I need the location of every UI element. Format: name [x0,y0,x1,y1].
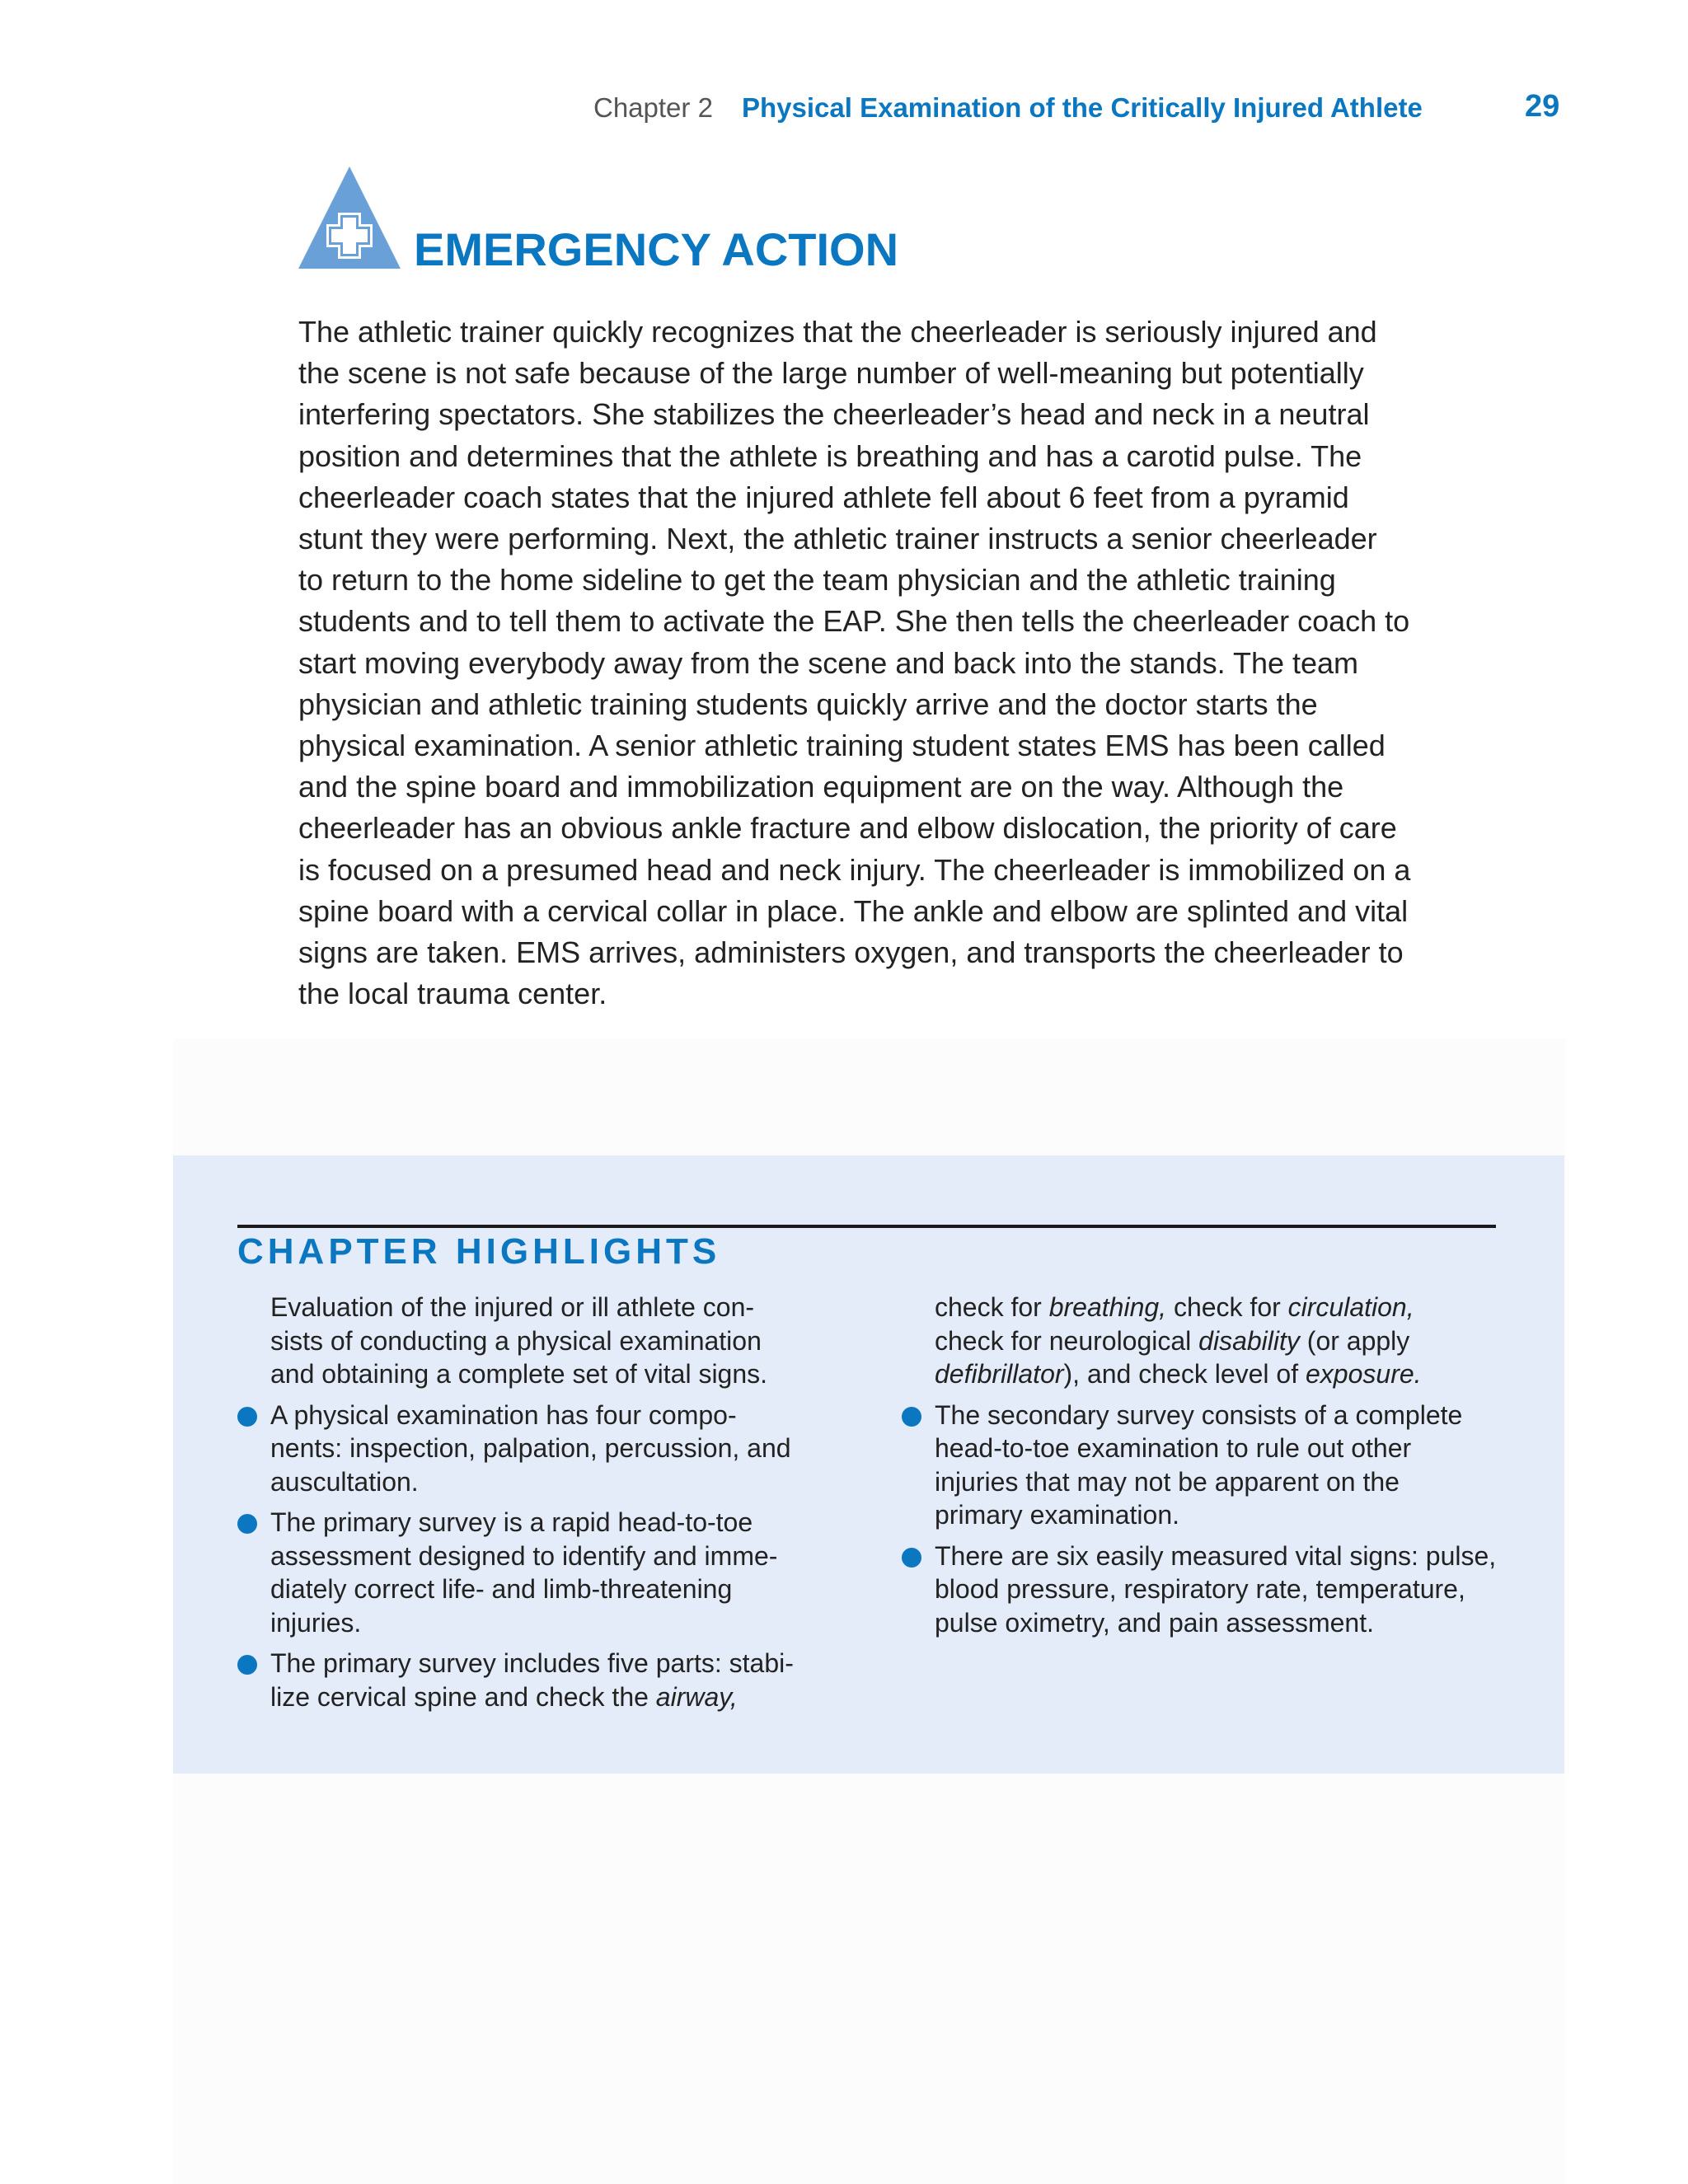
bullet-icon [237,1514,257,1534]
warning-triangle-cross-icon [297,165,402,270]
body-line: the local trauma center. [298,977,607,1011]
highlight-line: injuries. [270,1607,362,1638]
highlights-rule [237,1225,1496,1228]
highlights-right-column [902,1291,1503,1647]
highlight-line: pulse oximetry, and pain assessment. [935,1607,1374,1638]
highlight-line: The secondary survey consists of a complete [935,1399,1463,1430]
highlight-line: auscultation. [270,1466,419,1497]
bullet-icon [902,1407,921,1427]
text-run: check for [935,1292,1049,1322]
bullet-icon [237,1407,257,1427]
body-line: the scene is not safe because of the large number of well-meaning but potentially [298,356,1364,391]
body-line: The athletic trainer quickly recognizes that the cheerleader is seriously injured and [298,315,1377,349]
text-run: check for neurological [935,1325,1199,1356]
highlight-item [237,1506,839,1639]
highlight-item [237,1647,839,1713]
chapter-label: Chapter 2 [593,92,713,123]
highlight-item [902,1399,1503,1532]
body-line: cheerleader has an obvious ankle fracture and elbow dislocation, the priority of care [298,811,1397,846]
highlight-line: and obtaining a complete set of vital signs. [270,1359,768,1389]
highlight-line-text: lize cervical spine and check the [270,1681,649,1712]
highlight-line [935,1324,1503,1358]
highlight-line: assessment designed to identify and imme- [270,1540,778,1571]
body-line: signs are taken. EMS arrives, administers oxygen, and transports the cheerleader to [298,935,1404,970]
highlight-line: The primary survey includes five parts: stabi- [270,1648,794,1678]
text-run: (or apply [1299,1325,1410,1356]
highlights-left-column [237,1291,839,1721]
highlight-line: injuries that may not be apparent on the [935,1466,1400,1497]
highlight-italic-term: disability [1198,1325,1300,1356]
body-line: and the spine board and immobilization equipment are on the way. Although the [298,770,1344,804]
body-line: physician and athletic training students quickly arrive and the doctor starts the [298,687,1318,721]
highlight-line: diately correct life- and limb-threatening [270,1574,733,1604]
bullet-icon [237,1655,257,1675]
bullet-icon [902,1548,921,1568]
highlight-line: sists of conducting a physical examination [270,1325,762,1356]
body-line: spine board with a cervical collar in place. The ankle and elbow are splinted and vital [298,893,1409,928]
body-line: interfering spectators. She stabilizes the cheerleader’s head and neck in a neutral [298,397,1370,432]
highlight-italic-term: defibrillator [935,1359,1064,1389]
body-line: physical examination. A senior athletic training student states EMS has been called [298,729,1386,763]
highlight-italic-term: exposure. [1306,1359,1422,1389]
highlight-line: A physical examination has four compo- [270,1399,737,1430]
text-run: check for [1166,1292,1288,1322]
highlight-line: nents: inspection, palpation, percussion, and [270,1433,791,1463]
highlight-italic-term: airway, [655,1681,738,1712]
highlight-italic-term: breathing, [1048,1292,1167,1322]
page-number: 29 [1525,89,1560,124]
body-line: is focused on a presumed head and neck injury. The cheerleader is immobilized on a [298,852,1411,887]
highlight-line: blood pressure, respiratory rate, temperature, [935,1574,1465,1604]
body-line: to return to the home sideline to get the team physician and the athletic training [298,563,1336,598]
highlight-continuation [902,1291,1503,1391]
highlight-line [935,1291,1503,1324]
chapter-title: Physical Examination of the Critically Injured Athlete [742,92,1423,123]
emergency-action-heading: EMERGENCY ACTION [414,223,899,275]
chapter-highlights-title: CHAPTER HIGHLIGHTS [237,1231,721,1272]
highlight-line: head-to-toe examination to rule out other [935,1433,1412,1463]
running-header [0,89,1688,130]
highlight-line: Evaluation of the injured or ill athlete con- [270,1292,755,1322]
body-line: students and to tell them to activate the EAP. She then tells the cheerleader coach to [298,604,1410,639]
emergency-action-body [298,312,1469,1015]
body-line: start moving everybody away from the scene and back into the stands. The team [298,645,1359,680]
highlight-italic-term: circulation, [1287,1292,1414,1322]
highlight-line: The primary survey is a rapid head-to-toe [270,1507,753,1537]
highlight-line [270,1680,839,1714]
highlight-line [935,1357,1503,1391]
body-line: position and determines that the athlete is breathing and has a carotid pulse. The [298,438,1362,473]
body-line: cheerleader coach states that the injured athlete fell about 6 feet from a pyramid [298,480,1349,514]
highlight-line: primary examination. [935,1500,1179,1530]
highlight-line: There are six easily measured vital signs: pulse, [935,1540,1497,1571]
highlight-item [902,1540,1503,1640]
highlight-item [237,1399,839,1499]
body-line: stunt they were performing. Next, the athletic trainer instructs a senior cheerleader [298,522,1377,556]
highlight-item [237,1291,839,1391]
text-run: ), and check level of [1063,1359,1306,1389]
